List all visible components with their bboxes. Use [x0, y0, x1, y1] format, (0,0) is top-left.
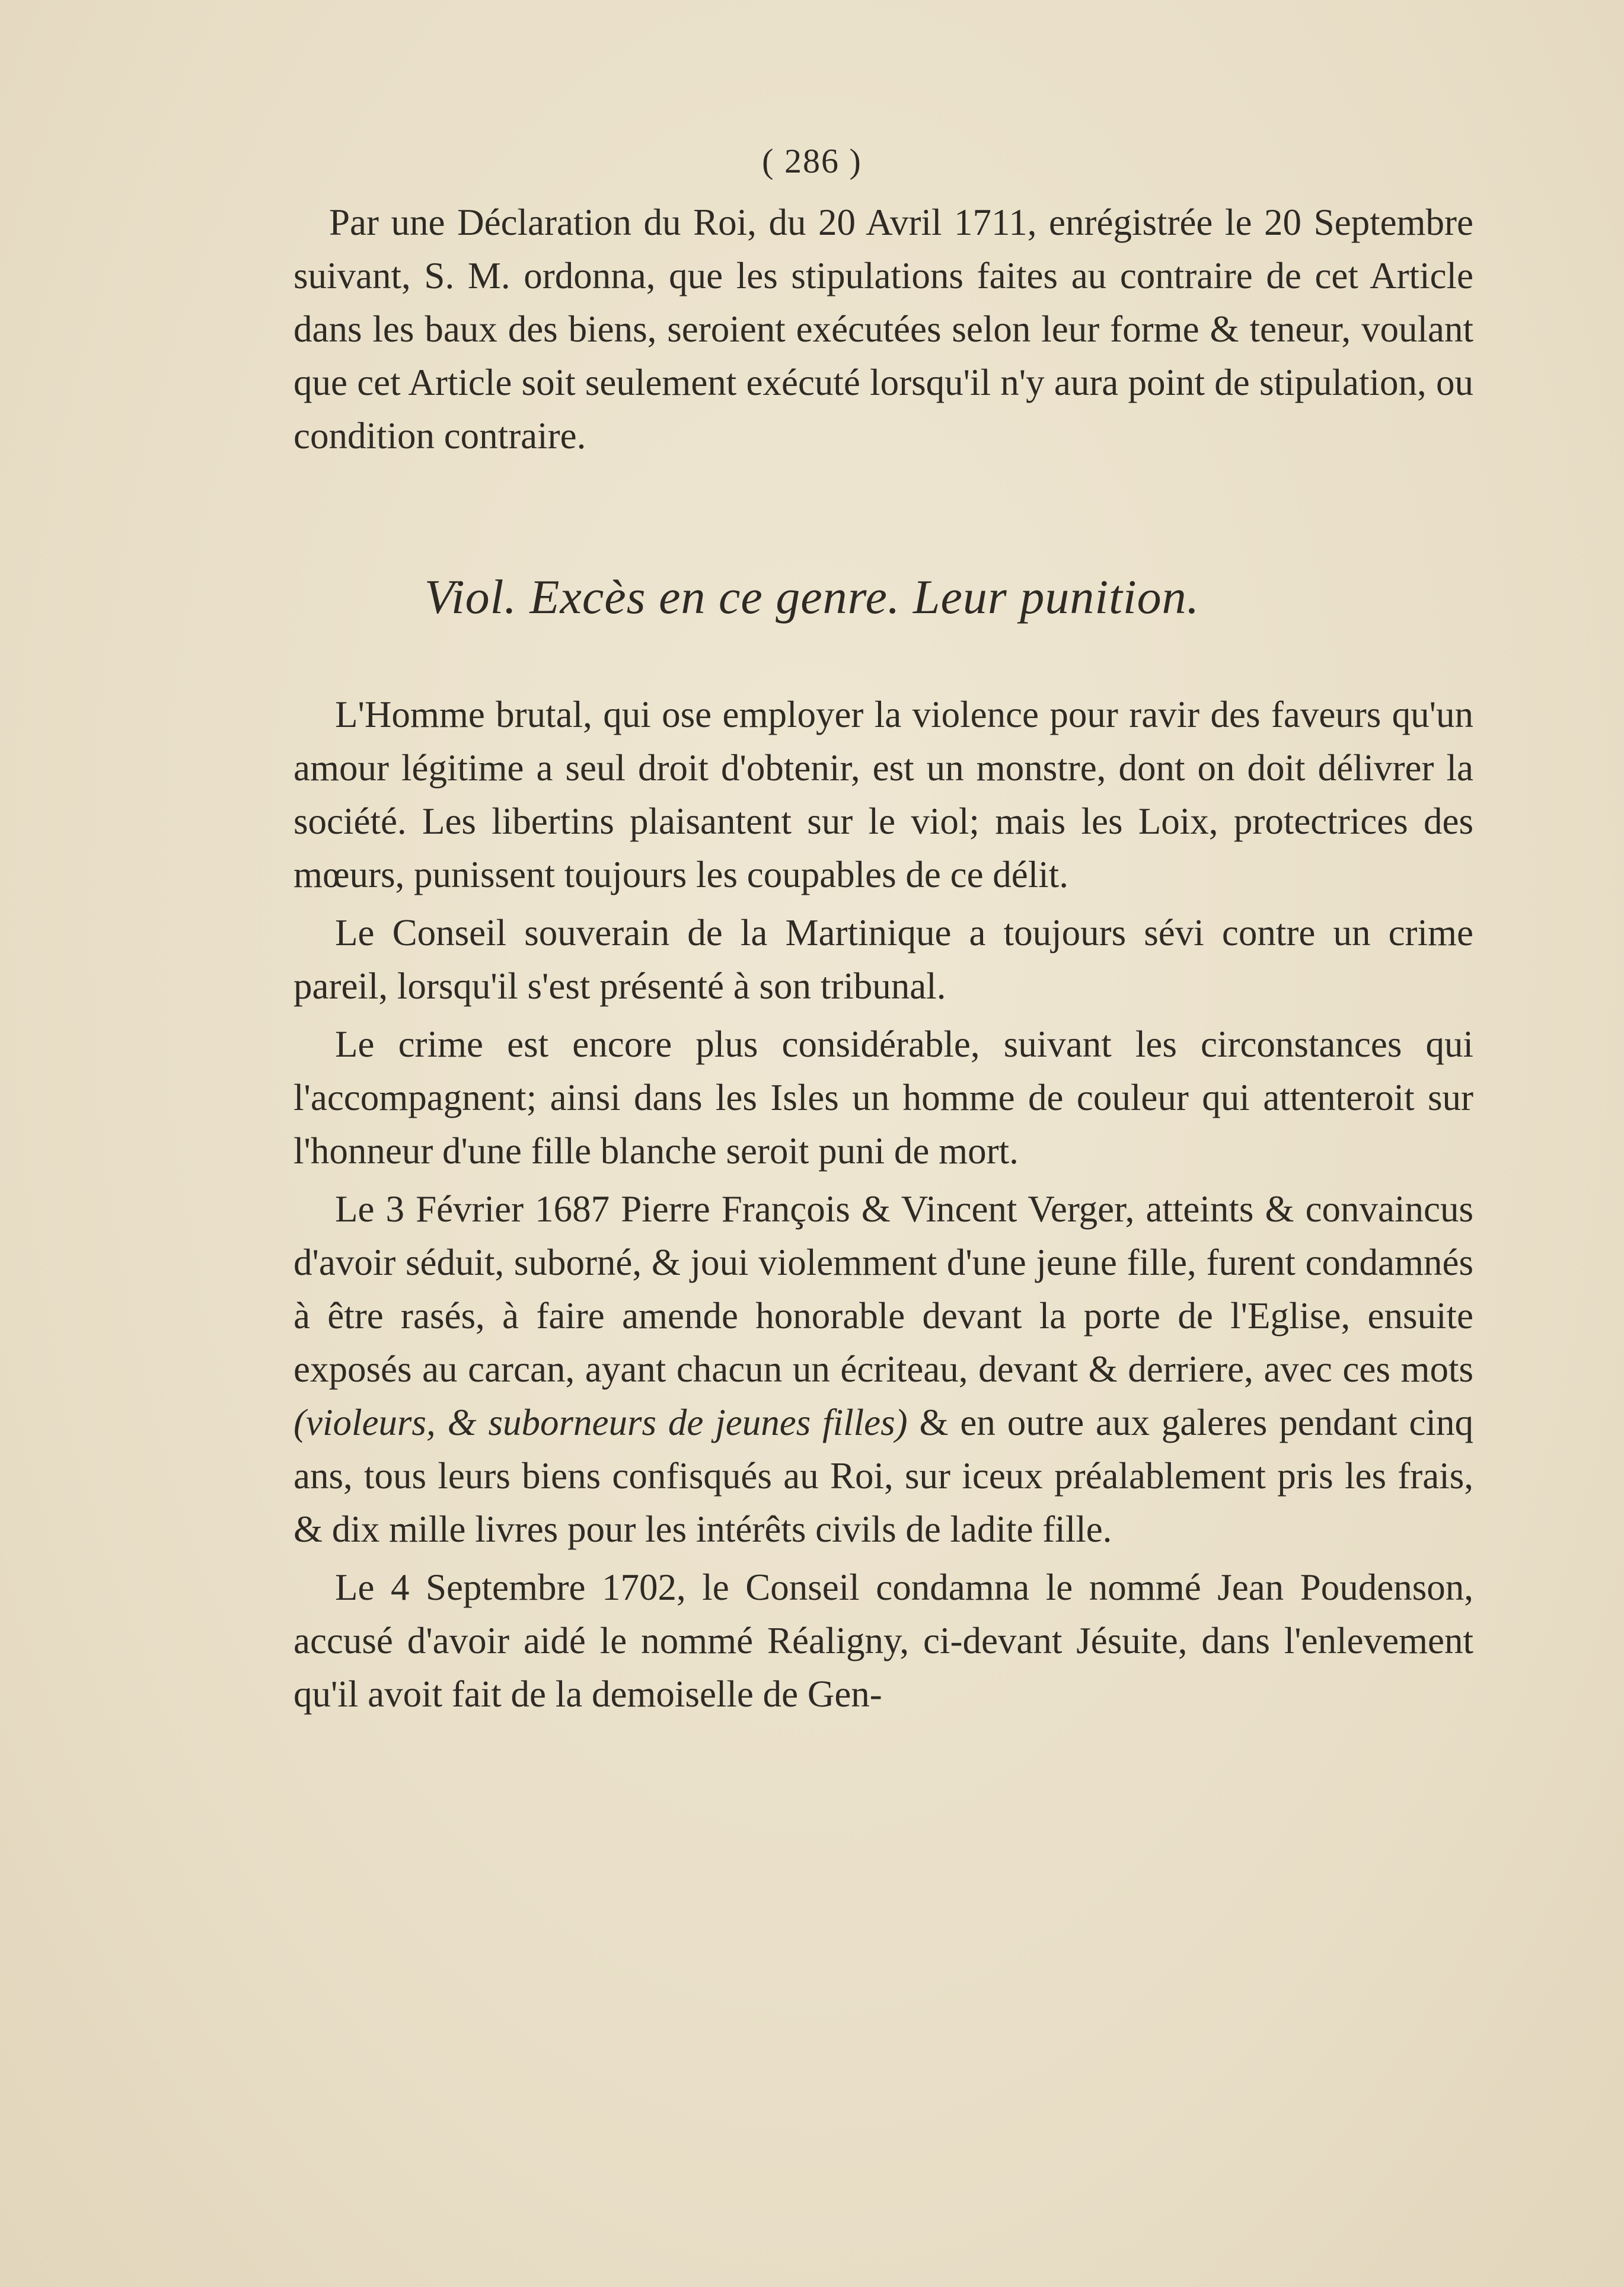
page-number: ( 286 ) [762, 142, 862, 180]
paragraph-poudenson: Le 4 Septembre 1702, le Conseil condamna le nommé Jean Poudenson, accusé d'avoir aidé le nommé Réaligny, ci-devant Jésuite, dans l'enlevement qu'il avoit fait de la demoiselle de Gen- [293, 1567, 1473, 1715]
verger-italic-inscription: (violeurs, & suborneurs de jeunes filles) [293, 1402, 908, 1443]
intro-paragraph: Par une Déclaration du Roi, du 20 Avril 1711, enrégistrée le 20 Septembre suivant, S. M. ordonna, que les stipulations faites au contraire de cet Article dans les baux des biens, seroient exécutées selon leur forme & teneur, voulant que cet Article soit seulement exécuté lorsqu'il n'y aura point de stipulation, ou condition contraire. [293, 202, 1473, 457]
paragraph-conseil: Le Conseil souverain de la Martinique a toujours sévi contre un crime pareil, lorsqu'il s'est présenté à son tribunal. [293, 912, 1473, 1007]
section-heading: Viol. Excès en ce genre. Leur punition. [424, 570, 1200, 624]
paragraph-verger [293, 1182, 1473, 1556]
intro-block [293, 196, 1473, 462]
section-body [293, 688, 1473, 1725]
paragraph-brutal: L'Homme brutal, qui ose employer la violence pour ravir des faveurs qu'un amour légitime a seul droit d'obtenir, est un monstre, dont on doit délivrer la société. Les libertins plaisantent sur le viol; mais les Loix, protectrices des mœurs, punissent toujours les coupables de ce délit. [293, 694, 1473, 895]
verger-text-after: & en outre aux galeres pendant cinq ans, tous leurs biens confisqués au Roi, sur iceux préalablement pris les frais, & dix mille livres pour les intérêts civils de ladite fille. [293, 1402, 1473, 1550]
verger-text-before: Le 3 Février 1687 Pierre François & Vincent Verger, atteints & convaincus d'avoir séduit, suborné, & joui violemment d'une jeune fille, furent condamnés à être rasés, à faire amende honorable devant la porte de l'Eglise, ensuite exposés au carcan, ayant chacun un écriteau, devant & derriere, avec ces mots [293, 1188, 1473, 1390]
paragraph-circonstances: Le crime est encore plus considérable, suivant les circonstances qui l'accompagnent; ainsi dans les Isles un homme de couleur qui attenteroit sur l'honneur d'une fille blanche seroit puni de mort. [293, 1023, 1473, 1172]
